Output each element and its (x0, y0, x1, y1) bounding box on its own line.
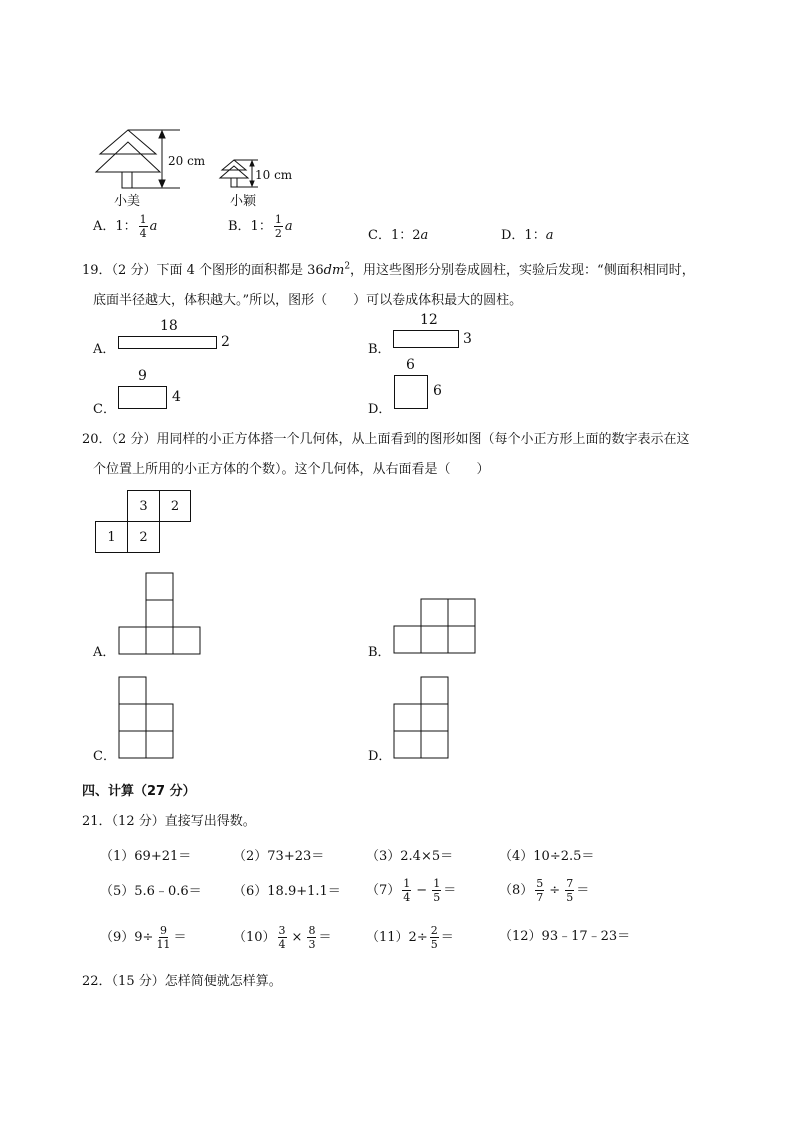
q18-option-c[interactable]: C．1：2a (368, 228, 429, 243)
q20-option-a-view (118, 572, 202, 656)
q21-item-2: （2）73+23＝ (233, 849, 325, 864)
q19-rect-b-width: 12 (420, 312, 438, 328)
q19-rect-c-height: 4 (172, 389, 181, 405)
fraction: $\frac{1}{4}$ (139, 213, 147, 240)
q21-item-6: （6）18.9+1.1＝ (233, 884, 341, 899)
q19-rect-a-width: 18 (160, 318, 178, 334)
q21-item-10: （10） $\frac{3}{4}$ × $\frac{8}{3}$ ＝ (233, 924, 332, 951)
q19-rect-a (118, 336, 217, 349)
q19-option-a-label[interactable]: A． (93, 342, 116, 357)
q19-option-c-label[interactable]: C． (93, 402, 116, 417)
q20-stem-line2: 个位置上所用的小正方体的个数）。这个几何体，从右面看是（ ） (93, 462, 490, 477)
q19-stem-line2: 底面半径越大，体积越大。”所以，图形（ ）可以卷成体积最大的圆柱。 (93, 293, 523, 308)
q19-rect-c-width: 9 (138, 368, 147, 384)
q20-option-d-view (393, 676, 451, 760)
section-heading: 四、计算（27 分） (82, 784, 196, 799)
q22-title: 22．（15 分）怎样简便就怎样算。 (82, 974, 282, 989)
q20-option-d-label[interactable]: D． (368, 749, 392, 764)
q20-option-a-label[interactable]: A． (93, 645, 116, 660)
fraction: $\frac{1}{2}$ (274, 213, 282, 240)
q21-item-4: （4）10÷2.5＝ (499, 849, 595, 864)
q21-item-11: （11）2÷ $\frac{2}{5}$ ＝ (366, 924, 454, 951)
q19-rect-c (118, 386, 167, 409)
q19-option-b-label[interactable]: B． (368, 342, 391, 357)
q21-title: 21．（12 分）直接写出得数。 (82, 814, 256, 829)
small-tree-height-label: 10 cm (255, 168, 293, 182)
small-tree-shape (220, 160, 258, 187)
q21-item-1: （1）69+21＝ (100, 849, 192, 864)
top-view-cell: 2 (159, 490, 191, 522)
top-view-cell: 1 (95, 521, 128, 553)
q18-option-d[interactable]: D．1：a (501, 228, 554, 243)
q19-rect-d (394, 375, 428, 409)
q20-option-c-view (118, 676, 176, 760)
q19-option-d-label[interactable]: D． (368, 402, 392, 417)
q21-item-7: （7） $\frac{1}{4}$ − $\frac{1}{5}$ ＝ (366, 877, 457, 904)
q20-stem-line1: 20．（2 分）用同样的小正方体搭一个几何体，从上面看到的图形如图（每个小正方形上面的数字表示在这 (82, 432, 690, 447)
q19-rect-d-width: 6 (406, 357, 415, 373)
top-view-cell: 3 (127, 490, 160, 522)
q20-option-b-label[interactable]: B． (368, 645, 391, 660)
q21-item-3: （3）2.4×5＝ (366, 849, 454, 864)
big-tree-name: 小美 (114, 194, 141, 209)
q20-option-c-label[interactable]: C． (93, 749, 116, 764)
q19-stem-line1: 19．（2 分）下面 4 个图形的面积都是 $36dm^2$，用这些图形分别卷成圆柱，实验后发现：“侧面积相同时， (82, 261, 695, 278)
q20-option-b-view (393, 598, 477, 656)
q19-rect-b (393, 330, 459, 348)
q19-rect-d-height: 6 (433, 383, 442, 399)
small-tree-name: 小颖 (230, 194, 257, 209)
q21-item-9: （9）9÷ $\frac{9}{11}$ ＝ (100, 924, 187, 951)
q19-rect-b-height: 3 (463, 331, 472, 347)
q21-item-8: （8） $\frac{5}{7}$ ÷ $\frac{7}{5}$ ＝ (499, 877, 590, 904)
big-tree-height-label: 20 cm (168, 154, 206, 168)
q18-option-a[interactable]: A．1： $\frac{1}{4}$ a (93, 213, 158, 240)
q18-option-b[interactable]: B．1： $\frac{1}{2}$ a (228, 213, 293, 240)
q21-item-5: （5）5.6﹣0.6＝ (100, 884, 202, 899)
q21-item-12: （12）93﹣17﹣23＝ (499, 929, 631, 944)
q19-rect-a-height: 2 (221, 334, 230, 350)
top-view-cell: 2 (127, 521, 160, 553)
